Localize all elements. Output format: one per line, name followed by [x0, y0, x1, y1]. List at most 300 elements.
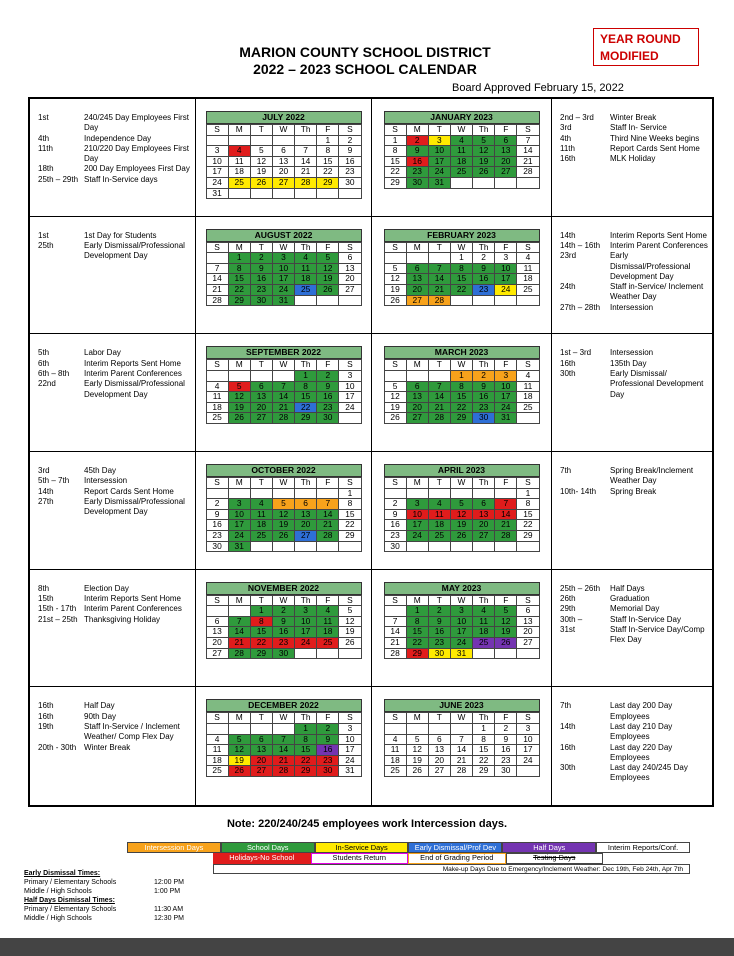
day-cell: 7 [295, 146, 317, 157]
weekday-header: M [406, 595, 428, 606]
event-item [560, 113, 708, 123]
day-cell: 23 [406, 167, 428, 178]
day-cell [473, 648, 495, 659]
day-cell [450, 488, 472, 499]
day-cell: 14 [517, 146, 539, 157]
day-cell [517, 413, 539, 424]
day-cell: 21 [272, 755, 294, 766]
day-cell: 10 [495, 381, 517, 392]
legend-item: Intersession Days [127, 842, 221, 853]
day-cell: 30 [339, 177, 361, 188]
month-cell [372, 217, 552, 335]
day-cell: 11 [228, 156, 250, 167]
school-level: Primary / Elementary Schools [24, 906, 117, 913]
weekday-header: S [339, 360, 361, 371]
event-text: Early Dismissal/Professional Development Day [84, 240, 185, 261]
event-item [38, 348, 191, 358]
weekday-header: S [206, 125, 228, 136]
day-cell: 8 [339, 499, 361, 510]
day-cell: 24 [272, 285, 294, 296]
day-cell: 11 [206, 745, 228, 756]
day-cell: 7 [317, 499, 339, 510]
day-cell [250, 541, 272, 552]
weekday-header: T [428, 713, 450, 724]
day-cell [384, 723, 406, 734]
day-cell: 14 [428, 392, 450, 403]
day-cell: 22 [450, 285, 472, 296]
day-cell: 29 [406, 648, 428, 659]
day-cell: 12 [495, 616, 517, 627]
day-cell: 22 [517, 520, 539, 531]
day-cell: 1 [450, 253, 472, 264]
month-title: OCTOBER 2022 [206, 464, 362, 477]
day-cell: 1 [339, 488, 361, 499]
right-events-cell [552, 452, 712, 570]
event-item [560, 348, 708, 358]
left-events-cell [30, 687, 196, 805]
month-table [206, 477, 362, 552]
day-cell: 10 [228, 509, 250, 520]
day-cell: 24 [406, 530, 428, 541]
day-cell: 29 [295, 413, 317, 424]
event-list [552, 687, 712, 785]
time-row [24, 914, 184, 923]
event-text: Thanksgiving Holiday [84, 614, 161, 624]
weekday-header-row [206, 713, 361, 724]
weekday-header: W [450, 713, 472, 724]
event-date: 25th [38, 240, 54, 250]
left-events-cell [30, 99, 196, 217]
day-cell: 26 [384, 295, 406, 306]
event-date: 4th [560, 133, 572, 143]
day-cell: 4 [450, 135, 472, 146]
right-events-cell [552, 570, 712, 688]
month-table [206, 359, 362, 424]
week-row [384, 402, 539, 413]
day-cell: 26 [495, 638, 517, 649]
day-cell: 19 [250, 167, 272, 178]
weekday-header: M [406, 125, 428, 136]
day-cell [450, 177, 472, 188]
day-cell: 19 [317, 274, 339, 285]
legend-item: Interim Reports/Conf. [596, 842, 690, 853]
week-row [206, 648, 361, 659]
day-cell: 14 [295, 156, 317, 167]
day-cell: 4 [206, 734, 228, 745]
day-cell [450, 295, 472, 306]
month-title: JUNE 2023 [384, 699, 540, 712]
event-date: 3rd [38, 465, 50, 475]
weekday-header: Th [473, 595, 495, 606]
day-cell: 3 [517, 723, 539, 734]
event-text: Independence Day [84, 133, 152, 143]
day-cell: 18 [317, 627, 339, 638]
month-title: DECEMBER 2022 [206, 699, 362, 712]
event-item [560, 154, 708, 164]
day-cell: 8 [384, 146, 406, 157]
day-cell: 2 [250, 253, 272, 264]
event-date: 15th - 17th [38, 604, 77, 614]
day-cell: 27 [406, 295, 428, 306]
day-cell: 24 [228, 530, 250, 541]
day-cell [473, 295, 495, 306]
day-cell: 28 [495, 530, 517, 541]
day-cell: 5 [228, 381, 250, 392]
event-date: 7th [560, 701, 572, 711]
day-cell: 22 [228, 285, 250, 296]
event-text: Last day 210 Day Employees [610, 721, 673, 742]
week-row [206, 295, 361, 306]
day-cell: 2 [473, 370, 495, 381]
event-text: Staff In-Service Day/Comp Flex Day [610, 624, 705, 645]
day-cell: 23 [495, 755, 517, 766]
event-list [30, 334, 195, 401]
day-cell: 26 [406, 766, 428, 777]
weekday-header: W [272, 125, 294, 136]
week-row [206, 274, 361, 285]
day-cell: 9 [473, 263, 495, 274]
day-cell: 14 [272, 745, 294, 756]
day-cell: 9 [339, 146, 361, 157]
day-cell: 25 [295, 285, 317, 296]
day-cell: 30 [317, 413, 339, 424]
event-date: 16th [38, 701, 54, 711]
week-row [206, 370, 361, 381]
day-cell: 13 [206, 627, 228, 638]
weekday-header: M [406, 713, 428, 724]
weekday-header: Th [295, 595, 317, 606]
month-calendar [372, 582, 551, 660]
event-text: Election Day [84, 583, 129, 593]
day-cell [272, 488, 294, 499]
day-cell: 14 [428, 274, 450, 285]
day-cell: 14 [228, 627, 250, 638]
event-item [38, 701, 191, 711]
day-cell: 17 [295, 627, 317, 638]
event-text: Last day 200 Day Employees [610, 701, 673, 721]
day-cell [272, 188, 294, 199]
week-row [384, 370, 539, 381]
legend-item: Half Days [502, 842, 596, 853]
weekday-header: Th [473, 477, 495, 488]
day-cell: 9 [428, 616, 450, 627]
month-cell [372, 570, 552, 688]
week-row [384, 541, 539, 552]
month-cell [196, 334, 372, 452]
month-title: SEPTEMBER 2022 [206, 346, 362, 359]
weekday-header: T [428, 242, 450, 253]
event-item [560, 743, 708, 764]
day-cell: 16 [206, 520, 228, 531]
day-cell: 21 [384, 638, 406, 649]
week-row [206, 606, 361, 617]
day-cell: 2 [317, 723, 339, 734]
day-cell [517, 648, 539, 659]
day-cell: 6 [272, 146, 294, 157]
day-cell: 28 [450, 766, 472, 777]
week-row [384, 177, 539, 188]
week-row [384, 274, 539, 285]
day-cell: 10 [406, 509, 428, 520]
weekday-header: W [450, 242, 472, 253]
event-item [560, 763, 708, 784]
day-cell: 20 [206, 638, 228, 649]
legend-item: In-Service Days [315, 842, 409, 853]
day-cell: 26 [228, 413, 250, 424]
day-cell: 6 [339, 253, 361, 264]
event-date: 29th [560, 604, 576, 614]
weekday-header: Th [295, 125, 317, 136]
weekday-header-row [206, 242, 361, 253]
day-cell: 7 [517, 135, 539, 146]
month-calendar [196, 464, 371, 552]
day-cell: 31 [495, 413, 517, 424]
weekday-header: T [428, 360, 450, 371]
day-cell [406, 541, 428, 552]
day-cell: 26 [228, 766, 250, 777]
event-date: 5th – 7th [38, 476, 70, 486]
day-cell: 2 [406, 135, 428, 146]
weekday-header: W [272, 360, 294, 371]
event-date: 11th [38, 143, 53, 153]
legend-item: Early Dismissal/Prof Dev [408, 842, 502, 853]
event-text: Half Days [610, 583, 645, 593]
calendar-grid [28, 97, 714, 807]
day-cell: 18 [473, 627, 495, 638]
event-item [38, 476, 191, 486]
day-cell: 12 [384, 392, 406, 403]
day-cell: 13 [406, 392, 428, 403]
day-cell: 29 [317, 177, 339, 188]
day-cell: 31 [228, 541, 250, 552]
day-cell: 12 [473, 146, 495, 157]
month-title: AUGUST 2022 [206, 229, 362, 242]
day-cell: 6 [495, 135, 517, 146]
week-row [384, 392, 539, 403]
day-cell: 1 [384, 135, 406, 146]
day-cell: 17 [450, 627, 472, 638]
week-row [384, 413, 539, 424]
day-cell: 1 [228, 253, 250, 264]
weekday-header: S [206, 595, 228, 606]
day-cell: 10 [339, 734, 361, 745]
day-cell: 15 [295, 392, 317, 403]
weekday-header: S [384, 360, 406, 371]
weekday-header: W [272, 595, 294, 606]
event-text: Staff in-Service/ Inclement Weather Day [610, 282, 704, 302]
day-cell [428, 541, 450, 552]
day-cell: 11 [473, 616, 495, 627]
day-cell: 31 [272, 295, 294, 306]
weekday-header: T [428, 595, 450, 606]
legend-row-colors [127, 842, 690, 853]
event-item [560, 487, 708, 497]
day-cell [384, 370, 406, 381]
day-cell: 27 [250, 413, 272, 424]
day-cell: 25 [517, 402, 539, 413]
day-cell [317, 541, 339, 552]
weekday-header: S [517, 360, 539, 371]
day-cell: 31 [450, 648, 472, 659]
day-cell: 31 [339, 766, 361, 777]
event-date: 5th [38, 348, 50, 358]
day-cell: 28 [428, 295, 450, 306]
day-cell [428, 723, 450, 734]
day-cell: 26 [339, 638, 361, 649]
legend-item: Students Return [311, 853, 409, 864]
legend-makeup-days: Make-up Days Due to Emergency/Inclement Weather: Dec 19th, Feb 24th, Apr 7th [213, 864, 690, 874]
event-item [38, 487, 191, 497]
day-cell [295, 488, 317, 499]
day-cell: 15 [384, 156, 406, 167]
day-cell: 3 [228, 499, 250, 510]
day-cell: 29 [384, 177, 406, 188]
event-date: 22nd [38, 379, 56, 389]
event-text: 135th Day [610, 358, 647, 368]
weekday-header: T [250, 595, 272, 606]
month-cell [196, 217, 372, 335]
week-row [206, 745, 361, 756]
day-cell: 9 [250, 263, 272, 274]
day-cell: 15 [250, 627, 272, 638]
weekday-header: M [228, 125, 250, 136]
day-cell: 13 [272, 156, 294, 167]
weekday-header: F [495, 713, 517, 724]
school-level: Primary / Elementary Schools [24, 879, 117, 886]
event-text: Staff In- Service [610, 123, 667, 133]
weekday-header: Th [295, 360, 317, 371]
day-cell: 6 [250, 734, 272, 745]
day-cell: 15 [339, 509, 361, 520]
day-cell: 31 [428, 177, 450, 188]
day-cell: 31 [206, 188, 228, 199]
day-cell: 15 [317, 156, 339, 167]
day-cell: 8 [450, 263, 472, 274]
day-cell [450, 541, 472, 552]
week-row [206, 627, 361, 638]
right-events-cell [552, 217, 712, 335]
day-cell: 22 [450, 402, 472, 413]
day-cell: 29 [473, 766, 495, 777]
event-item [38, 231, 191, 241]
day-cell: 9 [495, 734, 517, 745]
day-cell: 8 [317, 146, 339, 157]
day-cell [295, 541, 317, 552]
week-row [384, 285, 539, 296]
day-cell: 20 [295, 520, 317, 531]
event-item [38, 241, 191, 262]
left-events-cell [30, 217, 196, 335]
day-cell: 10 [450, 616, 472, 627]
left-events-cell [30, 570, 196, 688]
day-cell: 2 [473, 253, 495, 264]
week-row [384, 530, 539, 541]
event-list [30, 217, 195, 264]
day-cell [495, 177, 517, 188]
day-cell: 26 [473, 167, 495, 178]
day-cell [206, 606, 228, 617]
day-cell: 26 [450, 530, 472, 541]
event-date: 30th [560, 763, 576, 773]
day-cell: 14 [317, 509, 339, 520]
day-cell: 17 [339, 745, 361, 756]
event-item [38, 175, 191, 185]
day-cell: 27 [517, 638, 539, 649]
weekday-header: M [406, 242, 428, 253]
weekday-header: S [339, 125, 361, 136]
day-cell [406, 370, 428, 381]
day-cell [517, 541, 539, 552]
month-calendar [196, 699, 371, 777]
right-events-cell [552, 334, 712, 452]
day-cell: 28 [317, 530, 339, 541]
badge-line-1: YEAR ROUND [600, 32, 681, 46]
weekday-header: M [228, 595, 250, 606]
event-item [560, 701, 708, 722]
day-cell: 8 [250, 616, 272, 627]
weekday-header: F [495, 242, 517, 253]
dismissal-times [24, 869, 184, 923]
day-cell: 13 [339, 263, 361, 274]
weekday-header-row [384, 713, 539, 724]
day-cell [406, 723, 428, 734]
event-item [560, 369, 708, 400]
day-cell: 25 [206, 766, 228, 777]
day-cell: 23 [317, 755, 339, 766]
event-text: Early Dismissal/ Professional Development Day [610, 368, 704, 399]
event-text: Early Dismissal/Professional Development Day [84, 496, 185, 517]
event-text: Interim Reports Sent Home [84, 593, 181, 603]
day-cell: 5 [317, 253, 339, 264]
day-cell: 20 [339, 274, 361, 285]
day-cell: 28 [517, 167, 539, 178]
day-cell [428, 488, 450, 499]
weekday-header-row [384, 360, 539, 371]
day-cell: 6 [295, 499, 317, 510]
weekday-header: T [428, 477, 450, 488]
day-cell: 1 [317, 135, 339, 146]
day-cell: 6 [406, 263, 428, 274]
event-text: Winter Break [84, 742, 131, 752]
day-cell: 7 [428, 263, 450, 274]
day-cell: 11 [517, 381, 539, 392]
day-cell: 22 [384, 167, 406, 178]
weekday-header: F [317, 125, 339, 136]
week-row [206, 530, 361, 541]
weekday-header: F [317, 595, 339, 606]
day-cell: 27 [272, 177, 294, 188]
event-item [38, 594, 191, 604]
weekday-header: Th [473, 242, 495, 253]
day-cell [384, 606, 406, 617]
event-item [38, 584, 191, 594]
day-cell: 16 [406, 156, 428, 167]
day-cell: 22 [295, 402, 317, 413]
day-cell: 28 [272, 766, 294, 777]
month-calendar [196, 582, 371, 660]
day-cell: 16 [317, 745, 339, 756]
day-cell: 7 [272, 734, 294, 745]
day-cell: 3 [495, 253, 517, 264]
day-cell: 3 [450, 606, 472, 617]
event-item [560, 584, 708, 594]
day-cell [428, 370, 450, 381]
day-cell [228, 370, 250, 381]
day-cell: 12 [250, 156, 272, 167]
event-item [38, 369, 191, 379]
day-cell: 19 [406, 755, 428, 766]
dismissal-time: 12:00 PM [154, 879, 184, 886]
